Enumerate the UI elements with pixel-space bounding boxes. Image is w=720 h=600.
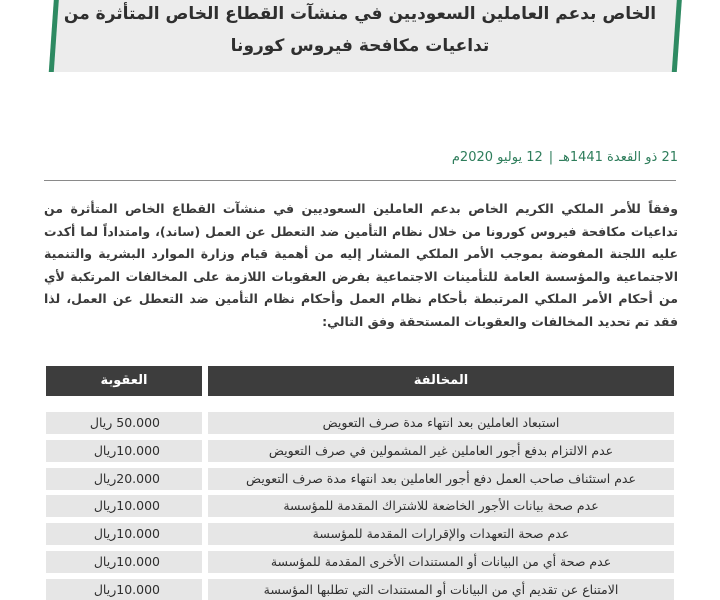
violation-cell: عدم صحة بيانات الأجور الخاضعة للاشتراك المقدمة للمؤسسة	[208, 495, 674, 517]
date-separator: |	[548, 150, 554, 165]
penalty-cell: 10.000ريال	[46, 551, 202, 573]
penalty-cell: 10.000ريال	[46, 579, 202, 600]
header-penalty: العقوبة	[46, 366, 202, 396]
publish-date	[452, 150, 678, 165]
date-gregorian: 12 يوليو 2020م	[451, 150, 543, 165]
table-row	[46, 495, 674, 517]
violation-cell: استبعاد العاملين بعد انتهاء مدة صرف التعويض	[208, 412, 674, 434]
table-row	[46, 440, 674, 462]
violation-cell: عدم استئناف صاحب العمل دفع أجور العاملين بعد انتهاء مدة صرف التعويض	[208, 468, 674, 490]
violation-cell: عدم صحة أي من البيانات أو المستندات الأخرى المقدمة للمؤسسة	[208, 551, 674, 573]
date-hijri: 21 ذو القعدة 1441هـ	[559, 150, 678, 165]
penalty-cell: 10.000ريال	[46, 523, 202, 545]
header-violation: المخالفة	[208, 366, 674, 396]
penalty-cell: 50.000 ريال	[46, 412, 202, 434]
violation-cell: عدم صحة التعهدات والإقرارات المقدمة للمؤسسة	[208, 523, 674, 545]
banner-title-line-1: الخاص بدعم العاملين السعوديين في منشآت القطاع الخاص المتأثرة من	[63, 4, 657, 24]
penalty-cell: 20.000ريال	[46, 468, 202, 490]
table-body	[46, 412, 674, 600]
banner-title-line-2: تداعيات مكافحة فيروس كورونا	[230, 36, 490, 56]
divider	[44, 180, 676, 181]
penalty-cell: 10.000ريال	[46, 440, 202, 462]
violation-cell: الامتناع عن تقديم أي من البيانات أو المستندات التي تطلبها المؤسسة	[208, 579, 674, 600]
penalty-cell: 10.000ريال	[46, 495, 202, 517]
table-header-row	[46, 366, 674, 396]
penalties-table	[46, 366, 674, 600]
table-row	[46, 523, 674, 545]
table-row	[46, 412, 674, 434]
intro-paragraph: وفقاً للأمر الملكي الكريم الخاص بدعم العاملين السعوديين في منشآت القطاع الخاص المتأثرة من تداعيات مكافحة فيروس كورونا من خلال نظام التأمين ضد التعطل عن العمل (ساند)، وامتداداً لما أكدت عليه اللجنة المفوضة بموجب الأمر الملكي المشار إليه من أهمية قيام وزارة الموارد البشرية والتنمية الاجتماعية والمؤسسة العامة للتأمينات الاجتماعية بفرض العقوبات اللازمة على المخالفات المرتكبة لأي من أحكام الأمر الملكي المرتبطة بأحكام نظام العمل وأحكام نظام التأمين ضد التعطل عن العمل، لذا فقد تم تحديد المخالفات والعقوبات المستحقة وفق التالي:	[44, 201, 678, 329]
table-row	[46, 579, 674, 600]
banner-title	[60, 0, 660, 62]
table-row	[46, 468, 674, 490]
table-row	[46, 551, 674, 573]
violation-cell: عدم الالتزام بدفع أجور العاملين غير المشمولين في صرف التعويض	[208, 440, 674, 462]
